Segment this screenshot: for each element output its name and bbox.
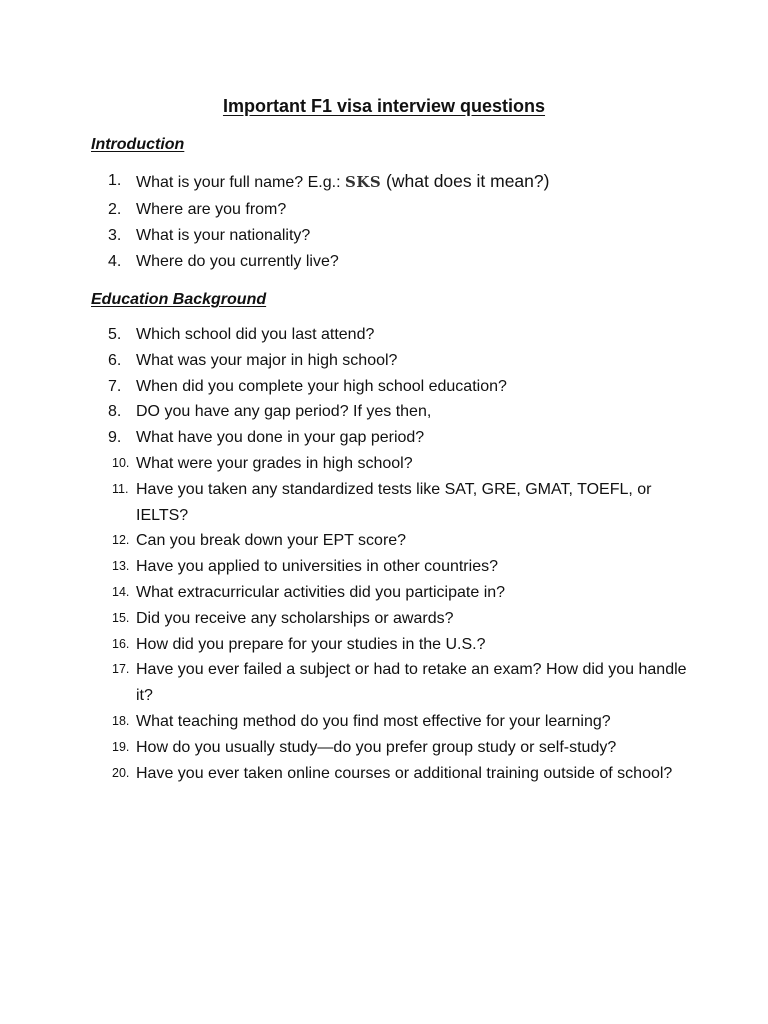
question-item bbox=[0, 657, 768, 709]
education-question-list bbox=[0, 322, 768, 786]
question-number: 4. bbox=[108, 252, 122, 270]
question-text: Where do you currently live? bbox=[136, 252, 339, 270]
question-text: What is your nationality? bbox=[136, 226, 311, 244]
question-item bbox=[0, 554, 768, 580]
section-heading-education-background: Education Background bbox=[91, 291, 267, 308]
question-item bbox=[0, 477, 768, 529]
question-text: What have you done in your gap period? bbox=[136, 429, 425, 447]
question-number: 20. bbox=[112, 765, 130, 780]
question-text: What was your major in high school? bbox=[136, 351, 398, 369]
question-text: Have you taken any standardized tests like SAT, GRE, GMAT, TOEFL, or IELTS? bbox=[136, 480, 652, 524]
question-text-continued: (what does it mean?) bbox=[381, 171, 550, 191]
question-number: 18. bbox=[112, 713, 130, 728]
question-text: Which school did you last attend? bbox=[136, 326, 375, 343]
question-item bbox=[0, 709, 768, 735]
introduction-question-list bbox=[0, 167, 768, 274]
question-number: 10. bbox=[112, 455, 130, 470]
question-number: 11. bbox=[112, 481, 129, 496]
question-number: 8. bbox=[108, 403, 122, 421]
question-text: Have you applied to universities in other countries? bbox=[136, 558, 498, 576]
question-number: 13. bbox=[112, 559, 130, 574]
question-item bbox=[0, 580, 768, 606]
question-number: 1. bbox=[108, 172, 122, 189]
question-item bbox=[0, 223, 768, 249]
question-number: 14. bbox=[112, 584, 130, 599]
question-number: 19. bbox=[112, 739, 130, 754]
question-item bbox=[0, 167, 768, 197]
name-example: SKS bbox=[344, 173, 382, 191]
question-number: 12. bbox=[112, 533, 130, 548]
question-item bbox=[0, 425, 768, 451]
question-item bbox=[0, 606, 768, 632]
question-item bbox=[0, 632, 768, 658]
question-number: 17. bbox=[112, 662, 130, 677]
question-item bbox=[0, 528, 768, 554]
section-heading-introduction: Introduction bbox=[91, 136, 185, 153]
question-text: What were your grades in high school? bbox=[136, 454, 413, 472]
question-number: 3. bbox=[108, 226, 122, 244]
question-text: What teaching method do you find most effective for your learning? bbox=[136, 712, 611, 730]
question-text: How did you prepare for your studies in the U.S.? bbox=[136, 635, 486, 653]
question-text: Have you ever taken online courses or additional training outside of school? bbox=[136, 764, 673, 782]
question-text: What is your full name? E.g.: bbox=[136, 174, 345, 191]
question-number: 6. bbox=[108, 351, 122, 369]
document-title: Important F1 visa interview questions bbox=[222, 96, 546, 116]
question-number: 7. bbox=[108, 377, 122, 395]
question-item bbox=[0, 348, 768, 374]
question-text: Have you ever failed a subject or had to retake an exam? How did you handle it? bbox=[136, 661, 687, 705]
question-number: 16. bbox=[112, 636, 130, 651]
question-text: Can you break down your EPT score? bbox=[136, 532, 407, 550]
question-item bbox=[0, 761, 768, 787]
question-item bbox=[0, 451, 768, 477]
question-text: Where are you from? bbox=[136, 201, 287, 218]
question-item bbox=[0, 197, 768, 223]
question-text: How do you usually study—do you prefer group study or self-study? bbox=[136, 738, 617, 756]
question-number: 9. bbox=[108, 429, 122, 447]
question-item bbox=[0, 249, 768, 275]
question-text: What extracurricular activities did you participate in? bbox=[136, 583, 506, 601]
question-text: When did you complete your high school education? bbox=[136, 377, 507, 395]
question-item bbox=[0, 399, 768, 425]
question-text: DO you have any gap period? If yes then, bbox=[136, 403, 432, 421]
question-number: 2. bbox=[108, 201, 122, 218]
question-item bbox=[0, 735, 768, 761]
question-text: Did you receive any scholarships or awards? bbox=[136, 609, 454, 627]
question-item bbox=[0, 374, 768, 400]
question-number: 15. bbox=[112, 610, 130, 625]
question-item bbox=[0, 322, 768, 348]
question-number: 5. bbox=[108, 326, 122, 343]
